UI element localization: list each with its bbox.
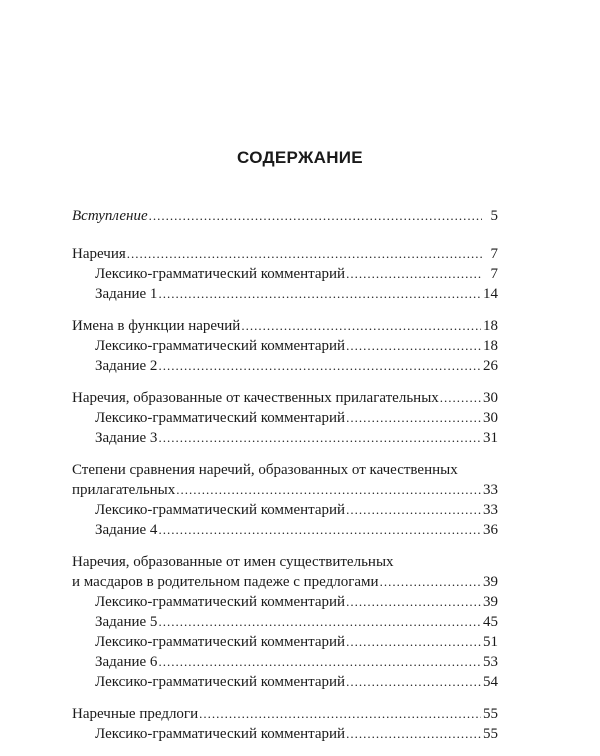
toc-section-heading[interactable] (72, 244, 498, 264)
toc-page-number: 26 (483, 358, 498, 374)
toc-section (72, 316, 498, 376)
toc-entry-label: Наречия (72, 246, 126, 262)
toc-section-heading-line: Степени сравнения наречий, образованных от качественных (72, 462, 458, 478)
toc-subentry[interactable] (72, 724, 498, 744)
dot-leader (158, 428, 481, 448)
toc-page-number: 31 (483, 430, 498, 446)
dot-leader (158, 652, 481, 672)
toc-section (72, 244, 498, 304)
toc-entry-label: Имена в функции наречий (72, 318, 241, 334)
dot-leader (158, 284, 481, 304)
toc-entry[interactable] (72, 206, 498, 226)
toc-page-number: 39 (483, 594, 498, 610)
dot-leader (346, 592, 481, 612)
toc-entry-label: Лексико-грамматический комментарий (95, 338, 346, 354)
toc-subentry[interactable] (72, 520, 498, 540)
toc-subentry[interactable] (72, 336, 498, 356)
toc-page-number: 7 (490, 246, 498, 262)
toc-sections (72, 244, 498, 744)
dot-leader (346, 500, 481, 520)
dot-leader (346, 724, 481, 744)
toc-entry-label: Наречные предлоги (72, 706, 199, 722)
toc-subentry[interactable] (72, 356, 498, 376)
toc-subentry[interactable] (72, 264, 498, 284)
toc-entry-label: Задание 1 (95, 286, 158, 302)
toc-section (72, 552, 498, 692)
dot-leader (199, 704, 481, 724)
page-title: СОДЕРЖАНИЕ (237, 148, 363, 167)
dot-leader (176, 480, 481, 500)
toc-entry-label: Наречия, образованные от качественных прилагательных (72, 390, 439, 406)
toc-intro (72, 206, 498, 226)
toc-subentry[interactable] (72, 652, 498, 672)
toc-page-number: 36 (483, 522, 498, 538)
toc-section-heading-line: Наречия, образованные от имен существительных (72, 554, 394, 570)
toc-entry-label: Лексико-грамматический комментарий (95, 502, 346, 518)
dot-leader (149, 206, 482, 226)
toc-page-number: 18 (483, 318, 498, 334)
toc-entry-label: Задание 3 (95, 430, 158, 446)
toc-section-heading[interactable] (72, 480, 498, 500)
toc-entry-label: Лексико-грамматический комментарий (95, 410, 346, 426)
toc-page-number: 7 (490, 266, 498, 282)
toc-page-number: 30 (483, 390, 498, 406)
dot-leader (346, 672, 481, 692)
toc-section-heading[interactable] (72, 572, 498, 592)
toc-entry-label: Задание 4 (95, 522, 158, 538)
toc-section (72, 388, 498, 448)
toc-page-number: 30 (483, 410, 498, 426)
dot-leader (158, 520, 481, 540)
toc-page-number: 39 (483, 574, 498, 590)
toc-page-number: 33 (483, 482, 498, 498)
toc-section-heading[interactable] (72, 388, 498, 408)
toc-entry-label: Задание 2 (95, 358, 158, 374)
toc-page-number: 45 (483, 614, 498, 630)
toc-page-number: 54 (483, 674, 498, 690)
toc-subentry[interactable] (72, 632, 498, 652)
toc-entry-label: прилагательных (72, 482, 176, 498)
toc-entry-label: Лексико-грамматический комментарий (95, 634, 346, 650)
dot-leader (127, 244, 482, 264)
toc-page-number: 33 (483, 502, 498, 518)
toc-subentry[interactable] (72, 284, 498, 304)
toc-subentry[interactable] (72, 408, 498, 428)
dot-leader (346, 336, 481, 356)
dot-leader (241, 316, 481, 336)
toc-entry-label: Вступление (72, 208, 148, 224)
toc-entry-label: Лексико-грамматический комментарий (95, 726, 346, 742)
toc-subentry[interactable] (72, 612, 498, 632)
toc-page-number: 55 (483, 706, 498, 722)
toc-section-heading[interactable] (72, 704, 498, 724)
toc-subentry[interactable] (72, 592, 498, 612)
table-of-contents (72, 206, 498, 756)
toc-page-number: 14 (483, 286, 498, 302)
dot-leader (440, 388, 481, 408)
dot-leader (346, 264, 482, 284)
toc-entry-label: Лексико-грамматический комментарий (95, 266, 346, 282)
toc-entry-label: Задание 5 (95, 614, 158, 630)
toc-entry-label: и масдаров в родительном падеже с предлогами (72, 574, 379, 590)
toc-section (72, 704, 498, 744)
dot-leader (158, 356, 481, 376)
toc-entry-label: Лексико-грамматический комментарий (95, 674, 346, 690)
toc-entry-label: Задание 6 (95, 654, 158, 670)
toc-page-number: 18 (483, 338, 498, 354)
toc-page-number: 53 (483, 654, 498, 670)
toc-section (72, 460, 498, 540)
toc-subentry[interactable] (72, 428, 498, 448)
dot-leader (346, 408, 481, 428)
dot-leader (380, 572, 481, 592)
dot-leader (158, 612, 481, 632)
toc-section-heading[interactable] (72, 316, 498, 336)
toc-subentry[interactable] (72, 672, 498, 692)
dot-leader (346, 632, 481, 652)
toc-subentry[interactable] (72, 500, 498, 520)
toc-entry-label: Лексико-грамматический комментарий (95, 594, 346, 610)
toc-page-number: 55 (483, 726, 498, 742)
toc-page-number: 5 (490, 208, 498, 224)
toc-page-number: 51 (483, 634, 498, 650)
